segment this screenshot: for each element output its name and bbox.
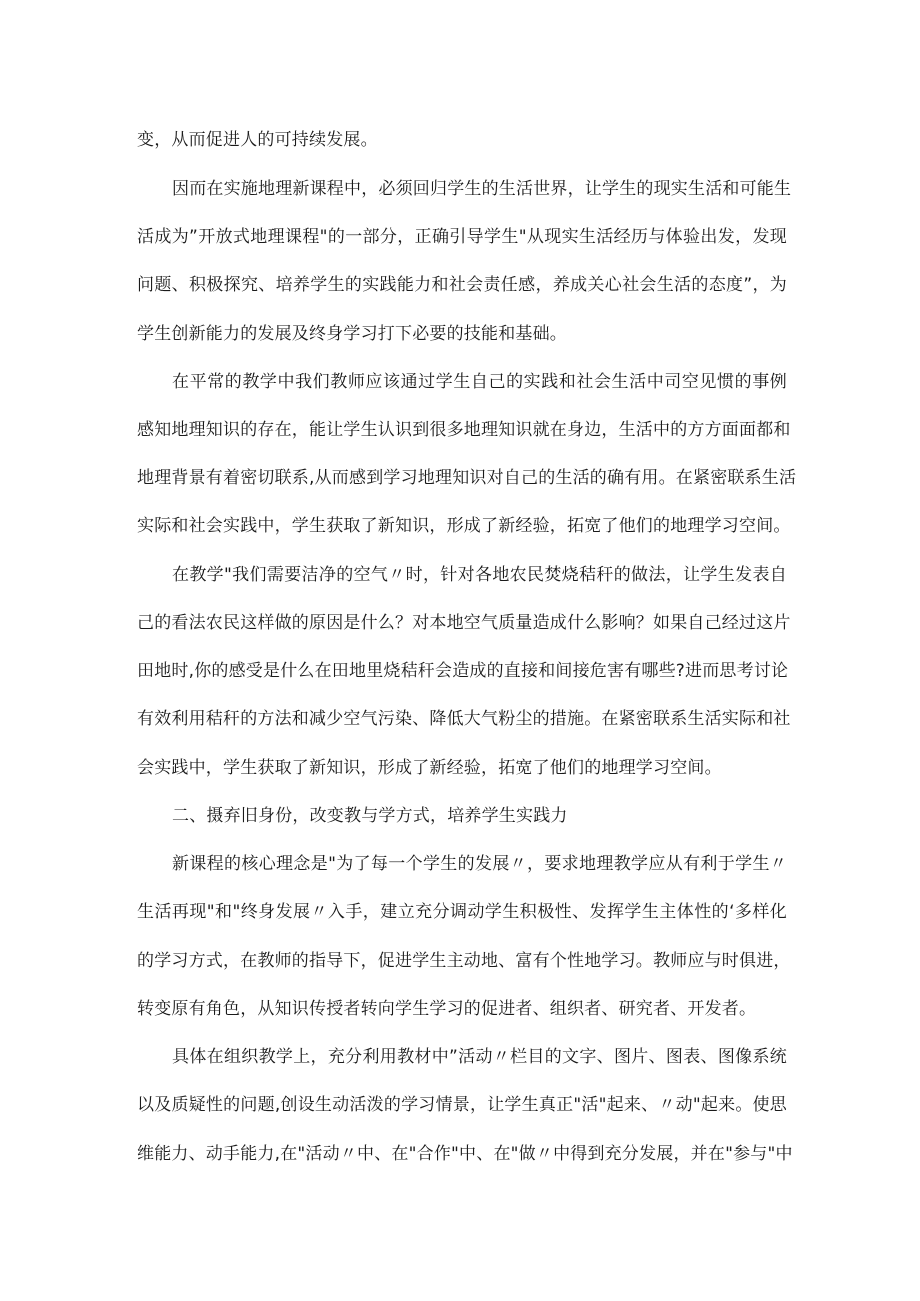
paragraph-first-line: 新课程的核心理念是"为了每一个学生的发展〃，要求地理教学应从有利于学生〃 xyxy=(172,854,787,874)
paragraph-first-line: 具体在组织教学上，充分利用教材中”活动〃栏目的文字、图片、图表、图像系统 xyxy=(172,1047,787,1067)
text-line: 会实践中，学生获取了新知识，形成了新经验，拓宽了他们的地理学习空间。 xyxy=(137,758,722,778)
paragraph-first-line: 在平常的教学中我们教师应该通过学生自己的实践和社会生活中司空见惯的事例 xyxy=(172,372,787,392)
text-line: 变，从而促进人的可持续发展。 xyxy=(137,130,378,150)
text-line: 维能力、动手能力,在"活动〃中、在"合作"中、在"做〃中得到充分发展，并在"参与"中 xyxy=(137,1144,793,1164)
text-line: 活成为”开放式地理课程"的一部分，正确引导学生"从现实生活经历与体验出发，发现 xyxy=(137,227,787,247)
text-line: 转变原有角色，从知识传授者转向学生学习的促进者、组织者、研究者、开发者。 xyxy=(137,999,757,1019)
text-line: 问题、积极探究、培养学生的实践能力和社会责任感，养成关心社会生活的态度”，为 xyxy=(137,275,787,295)
text-line: 地理背景有着密切联系,从而感到学习地理知识对自己的生活的确有用。在紧密联系生活 xyxy=(137,468,797,488)
text-line: 有效利用秸秆的方法和减少空气污染、降低大气粉尘的措施。在紧密联系生活实际和社 xyxy=(137,709,791,729)
section-heading: 二、摄弃旧身份，改变教与学方式，培养学生实践力 xyxy=(172,806,568,826)
text-line: 学生创新能力的发展及终身学习打下必要的技能和基础。 xyxy=(137,324,567,344)
text-line: 生活再现"和"终身发展〃入手，建立充分调动学生积极性、发挥学生主体性的‘多样化 xyxy=(137,902,787,922)
text-line: 实际和社会实践中，学生获取了新知识，形成了新经验，拓宽了他们的地理学习空间。 xyxy=(137,516,791,536)
text-line: 己的看法农民这样做的原因是什么？对本地空气质量造成什么影响？如果自己经过这片 xyxy=(137,613,791,633)
paragraph-first-line: 在教学"我们需要洁净的空气〃时，针对各地农民焚烧秸秆的做法，让学生发表自 xyxy=(172,565,787,585)
text-line: 田地时,你的感受是什么在田地里烧秸秆会造成的直接和间接危害有哪些?进而思考讨论 xyxy=(137,661,789,681)
text-line: 的学习方式，在教师的指导下，促进学生主动地、富有个性地学习。教师应与时俱进， xyxy=(137,951,791,971)
text-line: 感知地理知识的存在，能让学生认识到很多地理知识就在身边，生活中的方方面面都和 xyxy=(137,420,791,440)
paragraph-first-line: 因而在实施地理新课程中，必须回归学生的生活世界，让学生的现实生活和可能生 xyxy=(172,179,792,199)
text-line: 以及质疑性的问题,创设生动活泼的学习情景，让学生真正"活"起来、〃动"起来。使思 xyxy=(137,1095,787,1115)
